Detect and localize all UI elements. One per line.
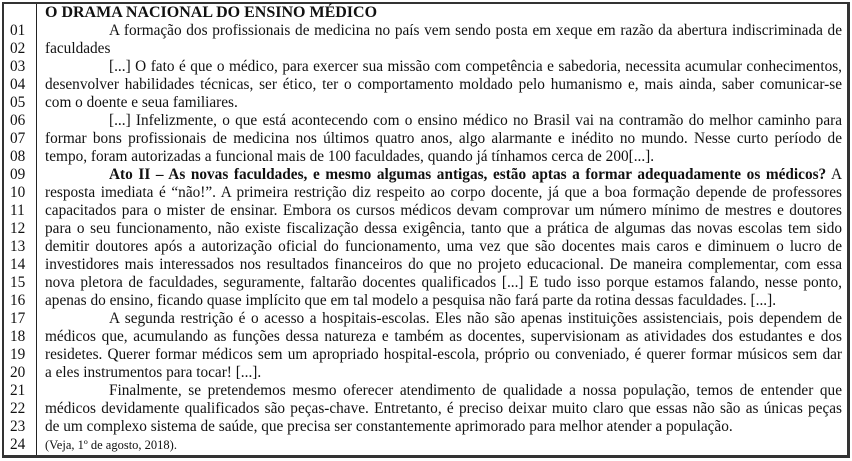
line-text: para o seu funcionamento, não existe fiscalização dessa exigência, tanto que a prática de algumas das novas escolas tem sido — [45, 220, 842, 237]
line-text: [...] Infelizmente, o que está acontecendo com o ensino médico no Brasil vai na contramão do melhor caminho para — [109, 112, 842, 129]
line-text: A formação dos profissionais de medicina no país vem sendo posta em xeque em razão da abertura indiscriminada de — [109, 22, 842, 39]
line-number: 02 — [10, 40, 26, 57]
text-line — [4, 112, 847, 130]
text-line — [4, 130, 847, 148]
line-text: com o doente e seua familiares. — [45, 94, 238, 111]
line-number: 05 — [10, 94, 26, 111]
line-number: 14 — [10, 256, 26, 273]
text-line — [4, 382, 847, 400]
line-text: investidores mais interessados nos resultados financeiros do que no projeto educacional. De maneira complementar, com essa — [45, 256, 842, 273]
line-number: 13 — [10, 238, 26, 255]
text-line — [4, 148, 847, 166]
line-number: 12 — [10, 220, 26, 237]
line-text: médicos que, acumulando as funções dessa natureza e também as docentes, supervisionam as atividades dos estudantes e dos — [45, 328, 842, 345]
line-text: residetes. Querer formar médicos sem um apropriado hospital-escola, próprio ou conveniado, é querer formar músicos sem dar — [45, 346, 842, 363]
text-line — [4, 346, 847, 364]
line-number: 21 — [10, 382, 26, 399]
text-line — [4, 220, 847, 238]
section-heading: Ato II – As novas faculdades, e mesmo algumas antigas, estão aptas a formar adequadamente os médicos? — [109, 166, 827, 183]
text-line — [4, 274, 847, 292]
line-text: Finalmente, se pretendemos mesmo oferecer atendimento de qualidade a nossa população, temos de entender que — [109, 382, 842, 399]
text-line — [4, 436, 847, 454]
line-text: demitir doutores após a autorização oficial do funcionamento, uma vez que são docentes mais caros e diminuem o lucro de — [45, 238, 842, 255]
line-text: faculdades — [45, 40, 111, 57]
text-line — [4, 238, 847, 256]
line-number: 04 — [10, 76, 26, 93]
text-line — [4, 364, 847, 382]
line-number: 19 — [10, 346, 26, 363]
line-text: formar bons profissionais de medicina nos últimos quatro anos, algo alarmante e inédito no mundo. Nesse curto período de — [45, 130, 842, 147]
source-citation: (Veja, 1º de agosto, 2018). — [45, 438, 177, 452]
text-line — [4, 58, 847, 76]
line-text — [45, 166, 842, 184]
text-line — [4, 418, 847, 436]
text-line — [4, 400, 847, 418]
line-number: 17 — [10, 310, 26, 327]
line-text: médicos devidamente qualificados são peças-chave. Entretanto, é preciso deixar muito claro que essas não são as únicas peças — [45, 400, 842, 417]
text-line — [4, 328, 847, 346]
text-line — [4, 166, 847, 184]
line-number: 18 — [10, 328, 26, 345]
line-number: 20 — [10, 364, 26, 381]
line-text: apenas do ensino, ficando quase implícito que em tal modelo a pesquisa não fará parte da rotina dessas faculdades. [...]. — [45, 292, 777, 309]
line-number: 24 — [10, 436, 26, 453]
line-number: 16 — [10, 292, 26, 309]
line-text: tempo, foram autorizadas a funcional mais de 100 faculdades, quando já tínhamos cerca de 200[...]. — [45, 148, 655, 165]
text-frame — [2, 2, 850, 458]
text-line — [4, 310, 847, 328]
line-number: 15 — [10, 274, 26, 291]
line-text: a eles instrumentos para tocar! [...]. — [45, 364, 262, 381]
line-text: de um complexo sistema de saúde, que precisa ser constantemente aprimorado para melhor atender a população. — [45, 418, 733, 435]
text-line — [4, 184, 847, 202]
line-text-tail: A — [826, 166, 842, 183]
line-number: 08 — [10, 148, 26, 165]
line-number: 10 — [10, 184, 26, 201]
text-line — [4, 94, 847, 112]
line-text: desenvolver habilidades técnicas, ser ético, ter o comportamento moldado pelo humanismo e, mais ainda, saber comunicar-se — [45, 76, 842, 93]
line-number: 07 — [10, 130, 26, 147]
text-line — [4, 292, 847, 310]
title-row — [4, 4, 847, 22]
document-title: O DRAMA NACIONAL DO ENSINO MÉDICO — [45, 4, 378, 21]
text-line — [4, 22, 847, 40]
line-number: 09 — [10, 166, 26, 183]
text-line — [4, 202, 847, 220]
text-line — [4, 76, 847, 94]
line-text: capacitados para o mister de ensinar. Embora os cursos médicos devam comprovar um número mínimo de mestres e doutores — [45, 202, 842, 219]
line-number: 22 — [10, 400, 26, 417]
line-text: resposta imediata é “não!”. A primeira restrição diz respeito ao corpo docente, já que a boa formação depende de professores — [45, 184, 842, 201]
line-number: 01 — [10, 22, 26, 39]
line-text: [...] O fato é que o médico, para exercer sua missão com competência e sabedoria, necessita acumular conhecimentos, — [109, 58, 842, 75]
text-line — [4, 256, 847, 274]
line-number: 11 — [10, 202, 25, 219]
line-number: 23 — [10, 418, 26, 435]
line-text: nova pletora de faculdades, seguramente, faltarão docentes qualificados [...] E tudo isso porque estamos falando, nesse ponto, — [45, 274, 842, 291]
line-number: 03 — [10, 58, 26, 75]
text-line — [4, 40, 847, 58]
line-number: 06 — [10, 112, 26, 129]
line-text: A segunda restrição é o acesso a hospitais-escolas. Eles não são apenas instituições assistenciais, pois dependem de — [109, 310, 842, 327]
